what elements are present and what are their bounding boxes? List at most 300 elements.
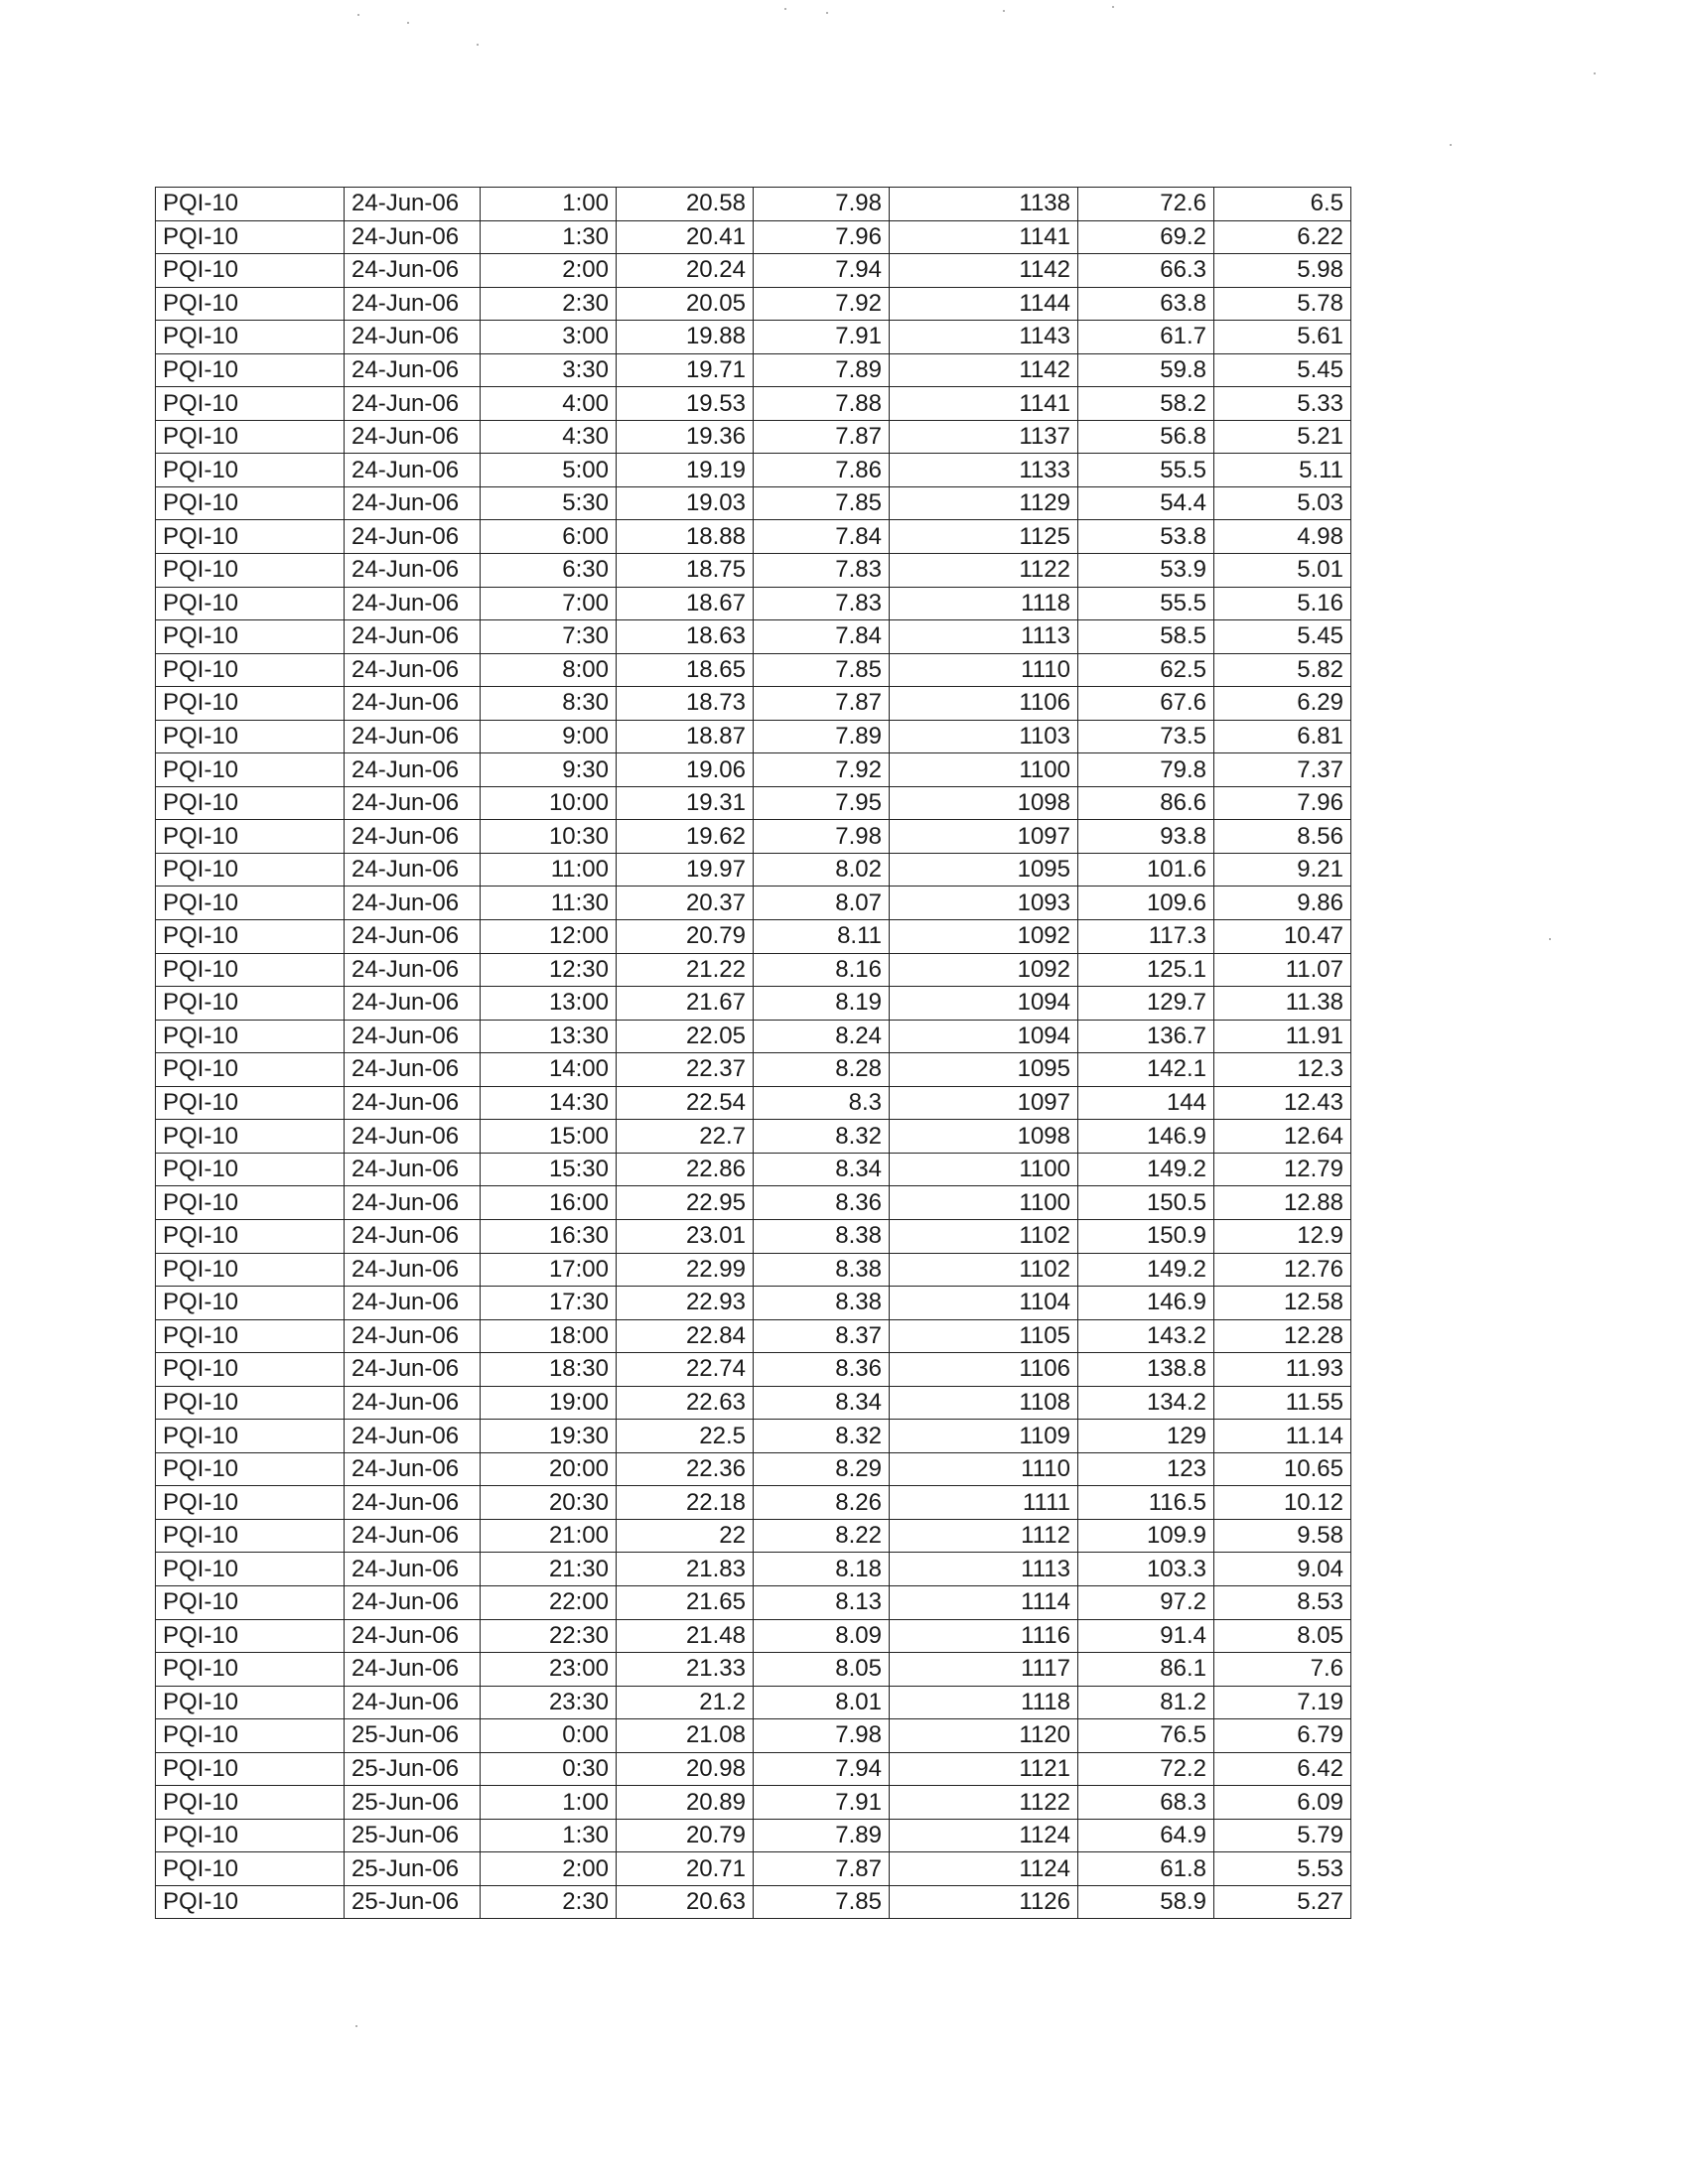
- value-cell: 1094: [890, 987, 1078, 1021]
- time-cell: 2:00: [481, 254, 617, 288]
- value-cell: 6.81: [1214, 720, 1351, 753]
- time-cell: 12:00: [481, 920, 617, 954]
- table-row: [156, 620, 1351, 654]
- value-cell: 72.2: [1078, 1752, 1214, 1786]
- value-cell: 11.55: [1214, 1386, 1351, 1420]
- value-cell: 1092: [890, 953, 1078, 987]
- table-row: [156, 1585, 1351, 1619]
- site-id-cell: PQI-10: [156, 1219, 345, 1253]
- value-cell: 1122: [890, 1786, 1078, 1820]
- date-cell: 24-Jun-06: [345, 1452, 481, 1486]
- value-cell: 1095: [890, 1053, 1078, 1087]
- value-cell: 1095: [890, 853, 1078, 887]
- site-id-cell: PQI-10: [156, 1353, 345, 1387]
- value-cell: 7.85: [754, 1885, 890, 1919]
- value-cell: 20.89: [617, 1786, 754, 1820]
- table-row: [156, 486, 1351, 520]
- value-cell: 1112: [890, 1519, 1078, 1553]
- value-cell: 18.73: [617, 687, 754, 721]
- value-cell: 22.5: [617, 1420, 754, 1453]
- value-cell: 86.1: [1078, 1653, 1214, 1687]
- date-cell: 24-Jun-06: [345, 1253, 481, 1287]
- value-cell: 8.16: [754, 953, 890, 987]
- date-cell: 24-Jun-06: [345, 1287, 481, 1320]
- time-cell: 4:00: [481, 387, 617, 421]
- value-cell: 12.3: [1214, 1053, 1351, 1087]
- value-cell: 8.05: [754, 1653, 890, 1687]
- value-cell: 20.41: [617, 220, 754, 254]
- date-cell: 24-Jun-06: [345, 1585, 481, 1619]
- table-row: [156, 1885, 1351, 1919]
- time-cell: 0:30: [481, 1752, 617, 1786]
- value-cell: 1109: [890, 1420, 1078, 1453]
- scan-speck: [1003, 10, 1005, 12]
- value-cell: 19.88: [617, 321, 754, 354]
- value-cell: 1094: [890, 1020, 1078, 1053]
- value-cell: 1129: [890, 486, 1078, 520]
- value-cell: 22.84: [617, 1319, 754, 1353]
- value-cell: 54.4: [1078, 486, 1214, 520]
- value-cell: 109.6: [1078, 887, 1214, 920]
- value-cell: 7.95: [754, 786, 890, 820]
- scan-speck: [826, 12, 828, 14]
- value-cell: 22.18: [617, 1486, 754, 1520]
- date-cell: 24-Jun-06: [345, 1619, 481, 1653]
- time-cell: 1:30: [481, 220, 617, 254]
- date-cell: 24-Jun-06: [345, 1486, 481, 1520]
- value-cell: 73.5: [1078, 720, 1214, 753]
- value-cell: 6.5: [1214, 188, 1351, 221]
- value-cell: 7.84: [754, 620, 890, 654]
- value-cell: 7.85: [754, 653, 890, 687]
- date-cell: 24-Jun-06: [345, 687, 481, 721]
- site-id-cell: PQI-10: [156, 887, 345, 920]
- value-cell: 7.91: [754, 321, 890, 354]
- table-row: [156, 387, 1351, 421]
- site-id-cell: PQI-10: [156, 1086, 345, 1120]
- site-id-cell: PQI-10: [156, 387, 345, 421]
- time-cell: 2:00: [481, 1852, 617, 1886]
- site-id-cell: PQI-10: [156, 321, 345, 354]
- value-cell: 5.78: [1214, 287, 1351, 321]
- time-cell: 20:00: [481, 1452, 617, 1486]
- value-cell: 55.5: [1078, 454, 1214, 487]
- value-cell: 1142: [890, 353, 1078, 387]
- value-cell: 8.19: [754, 987, 890, 1021]
- table-row: [156, 1686, 1351, 1719]
- value-cell: 7.87: [754, 420, 890, 454]
- time-cell: 21:30: [481, 1553, 617, 1586]
- value-cell: 22.93: [617, 1287, 754, 1320]
- time-cell: 16:00: [481, 1186, 617, 1220]
- date-cell: 25-Jun-06: [345, 1786, 481, 1820]
- value-cell: 5.82: [1214, 653, 1351, 687]
- value-cell: 8.53: [1214, 1585, 1351, 1619]
- time-cell: 12:30: [481, 953, 617, 987]
- value-cell: 9.86: [1214, 887, 1351, 920]
- time-cell: 6:00: [481, 520, 617, 554]
- value-cell: 125.1: [1078, 953, 1214, 987]
- table-row: [156, 188, 1351, 221]
- value-cell: 58.5: [1078, 620, 1214, 654]
- value-cell: 7.92: [754, 753, 890, 787]
- date-cell: 24-Jun-06: [345, 1219, 481, 1253]
- table-row: [156, 1120, 1351, 1154]
- site-id-cell: PQI-10: [156, 486, 345, 520]
- value-cell: 21.22: [617, 953, 754, 987]
- date-cell: 24-Jun-06: [345, 1186, 481, 1220]
- site-id-cell: PQI-10: [156, 1819, 345, 1852]
- time-cell: 23:00: [481, 1653, 617, 1687]
- value-cell: 7.83: [754, 587, 890, 620]
- value-cell: 22.37: [617, 1053, 754, 1087]
- table-row: [156, 1219, 1351, 1253]
- value-cell: 53.9: [1078, 554, 1214, 588]
- value-cell: 149.2: [1078, 1153, 1214, 1186]
- table-row: [156, 1486, 1351, 1520]
- table-row: [156, 987, 1351, 1021]
- time-cell: 17:00: [481, 1253, 617, 1287]
- value-cell: 18.87: [617, 720, 754, 753]
- value-cell: 1106: [890, 687, 1078, 721]
- date-cell: 24-Jun-06: [345, 520, 481, 554]
- value-cell: 116.5: [1078, 1486, 1214, 1520]
- value-cell: 1142: [890, 254, 1078, 288]
- value-cell: 1137: [890, 420, 1078, 454]
- value-cell: 1116: [890, 1619, 1078, 1653]
- time-cell: 1:00: [481, 1786, 617, 1820]
- value-cell: 1114: [890, 1585, 1078, 1619]
- value-cell: 1124: [890, 1852, 1078, 1886]
- site-id-cell: PQI-10: [156, 1153, 345, 1186]
- date-cell: 24-Jun-06: [345, 1420, 481, 1453]
- site-id-cell: PQI-10: [156, 220, 345, 254]
- value-cell: 19.71: [617, 353, 754, 387]
- value-cell: 1097: [890, 1086, 1078, 1120]
- time-cell: 21:00: [481, 1519, 617, 1553]
- value-cell: 1093: [890, 887, 1078, 920]
- scan-speck: [357, 14, 359, 16]
- value-cell: 8.38: [754, 1287, 890, 1320]
- value-cell: 1103: [890, 720, 1078, 753]
- value-cell: 8.09: [754, 1619, 890, 1653]
- value-cell: 1120: [890, 1719, 1078, 1753]
- table-row: [156, 587, 1351, 620]
- site-id-cell: PQI-10: [156, 786, 345, 820]
- date-cell: 24-Jun-06: [345, 853, 481, 887]
- value-cell: 1113: [890, 620, 1078, 654]
- date-cell: 24-Jun-06: [345, 887, 481, 920]
- value-cell: 8.32: [754, 1120, 890, 1154]
- table-row: [156, 1053, 1351, 1087]
- value-cell: 5.01: [1214, 554, 1351, 588]
- value-cell: 138.8: [1078, 1353, 1214, 1387]
- value-cell: 56.8: [1078, 420, 1214, 454]
- value-cell: 21.48: [617, 1619, 754, 1653]
- value-cell: 19.97: [617, 853, 754, 887]
- value-cell: 7.89: [754, 353, 890, 387]
- scan-speck: [1594, 72, 1596, 74]
- time-cell: 10:00: [481, 786, 617, 820]
- value-cell: 20.58: [617, 188, 754, 221]
- value-cell: 8.37: [754, 1319, 890, 1353]
- time-cell: 8:30: [481, 687, 617, 721]
- value-cell: 61.7: [1078, 321, 1214, 354]
- site-id-cell: PQI-10: [156, 920, 345, 954]
- value-cell: 8.13: [754, 1585, 890, 1619]
- site-id-cell: PQI-10: [156, 953, 345, 987]
- time-cell: 19:00: [481, 1386, 617, 1420]
- date-cell: 25-Jun-06: [345, 1885, 481, 1919]
- time-cell: 13:30: [481, 1020, 617, 1053]
- value-cell: 7.94: [754, 1752, 890, 1786]
- date-cell: 25-Jun-06: [345, 1819, 481, 1852]
- date-cell: 24-Jun-06: [345, 720, 481, 753]
- value-cell: 93.8: [1078, 820, 1214, 854]
- value-cell: 1117: [890, 1653, 1078, 1687]
- value-cell: 68.3: [1078, 1786, 1214, 1820]
- value-cell: 142.1: [1078, 1053, 1214, 1087]
- value-cell: 10.65: [1214, 1452, 1351, 1486]
- value-cell: 1138: [890, 188, 1078, 221]
- value-cell: 11.14: [1214, 1420, 1351, 1453]
- date-cell: 24-Jun-06: [345, 1653, 481, 1687]
- table-row: [156, 653, 1351, 687]
- table-row: [156, 1420, 1351, 1453]
- date-cell: 24-Jun-06: [345, 1386, 481, 1420]
- value-cell: 1092: [890, 920, 1078, 954]
- table-row: [156, 753, 1351, 787]
- value-cell: 8.29: [754, 1452, 890, 1486]
- site-id-cell: PQI-10: [156, 620, 345, 654]
- value-cell: 53.8: [1078, 520, 1214, 554]
- site-id-cell: PQI-10: [156, 188, 345, 221]
- site-id-cell: PQI-10: [156, 1420, 345, 1453]
- value-cell: 7.37: [1214, 753, 1351, 787]
- value-cell: 22.95: [617, 1186, 754, 1220]
- value-cell: 7.87: [754, 687, 890, 721]
- date-cell: 24-Jun-06: [345, 820, 481, 854]
- value-cell: 12.9: [1214, 1219, 1351, 1253]
- value-cell: 8.36: [754, 1353, 890, 1387]
- table-row: [156, 1086, 1351, 1120]
- time-cell: 5:30: [481, 486, 617, 520]
- time-cell: 3:00: [481, 321, 617, 354]
- value-cell: 72.6: [1078, 188, 1214, 221]
- time-cell: 7:00: [481, 587, 617, 620]
- value-cell: 10.47: [1214, 920, 1351, 954]
- site-id-cell: PQI-10: [156, 1553, 345, 1586]
- scan-speck: [477, 44, 479, 46]
- value-cell: 21.67: [617, 987, 754, 1021]
- value-cell: 101.6: [1078, 853, 1214, 887]
- table-row: [156, 1852, 1351, 1886]
- value-cell: 20.05: [617, 287, 754, 321]
- time-cell: 13:00: [481, 987, 617, 1021]
- date-cell: 24-Jun-06: [345, 1120, 481, 1154]
- table-row: [156, 1386, 1351, 1420]
- value-cell: 8.38: [754, 1219, 890, 1253]
- date-cell: 24-Jun-06: [345, 1353, 481, 1387]
- time-cell: 5:00: [481, 454, 617, 487]
- date-cell: 24-Jun-06: [345, 1319, 481, 1353]
- value-cell: 1144: [890, 287, 1078, 321]
- time-cell: 22:30: [481, 1619, 617, 1653]
- value-cell: 7.89: [754, 1819, 890, 1852]
- site-id-cell: PQI-10: [156, 520, 345, 554]
- value-cell: 7.6: [1214, 1653, 1351, 1687]
- site-id-cell: PQI-10: [156, 1053, 345, 1087]
- value-cell: 18.67: [617, 587, 754, 620]
- value-cell: 7.88: [754, 387, 890, 421]
- date-cell: 24-Jun-06: [345, 1153, 481, 1186]
- value-cell: 1133: [890, 454, 1078, 487]
- value-cell: 5.21: [1214, 420, 1351, 454]
- table-row: [156, 820, 1351, 854]
- table-row: [156, 554, 1351, 588]
- value-cell: 11.38: [1214, 987, 1351, 1021]
- site-id-cell: PQI-10: [156, 1653, 345, 1687]
- time-cell: 15:00: [481, 1120, 617, 1154]
- site-id-cell: PQI-10: [156, 554, 345, 588]
- value-cell: 7.87: [754, 1852, 890, 1886]
- value-cell: 7.98: [754, 1719, 890, 1753]
- site-id-cell: PQI-10: [156, 753, 345, 787]
- value-cell: 20.79: [617, 920, 754, 954]
- value-cell: 9.58: [1214, 1519, 1351, 1553]
- table-row: [156, 1253, 1351, 1287]
- value-cell: 1125: [890, 520, 1078, 554]
- time-cell: 15:30: [481, 1153, 617, 1186]
- value-cell: 22.36: [617, 1452, 754, 1486]
- value-cell: 5.98: [1214, 254, 1351, 288]
- value-cell: 136.7: [1078, 1020, 1214, 1053]
- value-cell: 23.01: [617, 1219, 754, 1253]
- value-cell: 1110: [890, 1452, 1078, 1486]
- table-row: [156, 321, 1351, 354]
- time-cell: 11:00: [481, 853, 617, 887]
- value-cell: 64.9: [1078, 1819, 1214, 1852]
- date-cell: 24-Jun-06: [345, 1053, 481, 1087]
- value-cell: 91.4: [1078, 1619, 1214, 1653]
- value-cell: 6.09: [1214, 1786, 1351, 1820]
- value-cell: 67.6: [1078, 687, 1214, 721]
- site-id-cell: PQI-10: [156, 1519, 345, 1553]
- value-cell: 117.3: [1078, 920, 1214, 954]
- time-cell: 7:30: [481, 620, 617, 654]
- value-cell: 8.36: [754, 1186, 890, 1220]
- value-cell: 5.03: [1214, 486, 1351, 520]
- value-cell: 129: [1078, 1420, 1214, 1453]
- value-cell: 8.01: [754, 1686, 890, 1719]
- value-cell: 1100: [890, 1153, 1078, 1186]
- table-row: [156, 1452, 1351, 1486]
- date-cell: 24-Jun-06: [345, 254, 481, 288]
- value-cell: 19.36: [617, 420, 754, 454]
- value-cell: 8.02: [754, 853, 890, 887]
- value-cell: 19.06: [617, 753, 754, 787]
- value-cell: 11.93: [1214, 1353, 1351, 1387]
- table-row: [156, 1319, 1351, 1353]
- date-cell: 24-Jun-06: [345, 1686, 481, 1719]
- value-cell: 76.5: [1078, 1719, 1214, 1753]
- time-cell: 17:30: [481, 1287, 617, 1320]
- value-cell: 5.45: [1214, 620, 1351, 654]
- value-cell: 7.85: [754, 486, 890, 520]
- value-cell: 21.83: [617, 1553, 754, 1586]
- time-cell: 18:30: [481, 1353, 617, 1387]
- value-cell: 7.86: [754, 454, 890, 487]
- value-cell: 5.33: [1214, 387, 1351, 421]
- value-cell: 12.64: [1214, 1120, 1351, 1154]
- value-cell: 7.96: [1214, 786, 1351, 820]
- time-cell: 4:30: [481, 420, 617, 454]
- value-cell: 21.33: [617, 1653, 754, 1687]
- value-cell: 18.88: [617, 520, 754, 554]
- value-cell: 150.9: [1078, 1219, 1214, 1253]
- site-id-cell: PQI-10: [156, 1186, 345, 1220]
- value-cell: 8.32: [754, 1420, 890, 1453]
- time-cell: 1:00: [481, 188, 617, 221]
- value-cell: 1124: [890, 1819, 1078, 1852]
- table-body: [156, 188, 1351, 1919]
- value-cell: 20.63: [617, 1885, 754, 1919]
- value-cell: 19.31: [617, 786, 754, 820]
- value-cell: 22.7: [617, 1120, 754, 1154]
- value-cell: 59.8: [1078, 353, 1214, 387]
- value-cell: 12.43: [1214, 1086, 1351, 1120]
- site-id-cell: PQI-10: [156, 1585, 345, 1619]
- table-row: [156, 1653, 1351, 1687]
- value-cell: 18.63: [617, 620, 754, 654]
- value-cell: 5.79: [1214, 1819, 1351, 1852]
- table-row: [156, 1752, 1351, 1786]
- value-cell: 21.2: [617, 1686, 754, 1719]
- date-cell: 24-Jun-06: [345, 353, 481, 387]
- value-cell: 7.92: [754, 287, 890, 321]
- site-id-cell: PQI-10: [156, 853, 345, 887]
- value-cell: 12.58: [1214, 1287, 1351, 1320]
- value-cell: 7.89: [754, 720, 890, 753]
- scan-speck: [355, 2025, 357, 2027]
- site-id-cell: PQI-10: [156, 1120, 345, 1154]
- value-cell: 66.3: [1078, 254, 1214, 288]
- table-row: [156, 1619, 1351, 1653]
- site-id-cell: PQI-10: [156, 254, 345, 288]
- value-cell: 63.8: [1078, 287, 1214, 321]
- site-id-cell: PQI-10: [156, 1885, 345, 1919]
- value-cell: 1105: [890, 1319, 1078, 1353]
- value-cell: 20.24: [617, 254, 754, 288]
- table-row: [156, 1287, 1351, 1320]
- value-cell: 146.9: [1078, 1287, 1214, 1320]
- table-row: [156, 953, 1351, 987]
- site-id-cell: PQI-10: [156, 687, 345, 721]
- value-cell: 8.34: [754, 1386, 890, 1420]
- value-cell: 18.75: [617, 554, 754, 588]
- value-cell: 6.79: [1214, 1719, 1351, 1753]
- time-cell: 6:30: [481, 554, 617, 588]
- value-cell: 12.79: [1214, 1153, 1351, 1186]
- value-cell: 62.5: [1078, 653, 1214, 687]
- value-cell: 149.2: [1078, 1253, 1214, 1287]
- value-cell: 22.86: [617, 1153, 754, 1186]
- value-cell: 5.45: [1214, 353, 1351, 387]
- table-row: [156, 786, 1351, 820]
- value-cell: 79.8: [1078, 753, 1214, 787]
- table-row: [156, 1353, 1351, 1387]
- table-row: [156, 353, 1351, 387]
